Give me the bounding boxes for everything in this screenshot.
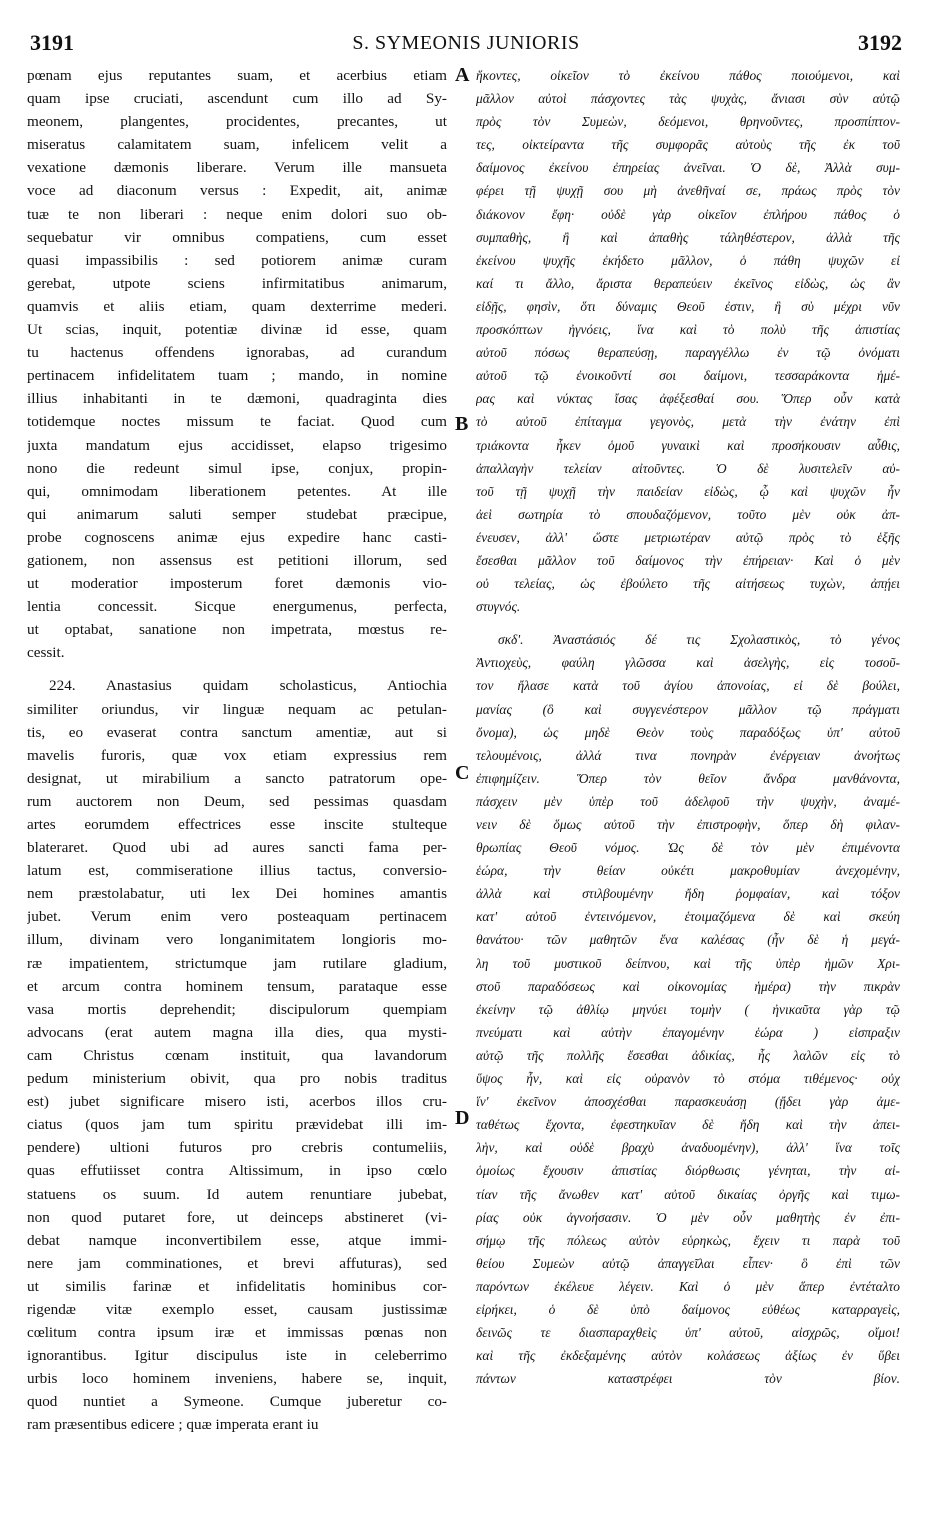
text-line: nere jam comminationes, et brevi affuturas), sed bbox=[27, 1254, 447, 1272]
text-line: sequebatur vir omnibus compatiens, cum esset bbox=[27, 228, 447, 246]
text-line: τριάκοντα ἧκεν ὁμοῦ γυναικὶ καὶ προσήκουσιν αὖθις, bbox=[476, 437, 900, 453]
text-line: θείου Συμεὼν αὐτῷ ἀπαγγεῖλαι εἶπεν· ὃ ἐπὶ τῶν bbox=[476, 1255, 900, 1271]
text-line: gationem, non assensus est petitioni illorum, sed bbox=[27, 551, 447, 569]
text-line: ut similis farinæ et infidelitatis hominibus cor- bbox=[27, 1277, 447, 1295]
text-line: καί τι ἄλλο, ἄριστα θεραπεύειν ἐκεῖνος εἰδὼς, ὡς ἂν bbox=[476, 275, 900, 291]
text-line: τελουμένοις, ἀλλά τινα πονηρὰν ἐνέργειαν ἀνοήτως bbox=[476, 747, 900, 763]
text-line: οὐ τελείας, ὡς ἐβούλετο τῆς αἰτήσεως τυχὼν, ἀπῄει bbox=[476, 576, 900, 592]
section-marker-b: B bbox=[455, 413, 469, 435]
text-line: ciatus (quos jam tum spiritu prævidebat illi im- bbox=[27, 1116, 447, 1134]
text-line: statuens os suum. Id autem renuntiare jubebat, bbox=[27, 1185, 447, 1203]
page-number-left: 3191 bbox=[30, 30, 74, 55]
greek-column bbox=[476, 64, 900, 1390]
text-line: ἐπιφημίζειν. Ὅπερ τὸν θεῖον ἄνδρα μανθάνοντα, bbox=[476, 770, 900, 786]
text-line: quas effutiisset contra Altissimum, in ipso cœlo bbox=[27, 1162, 447, 1180]
text-line: ἐκείνην τῷ ἀθλίῳ μηνύει τομὴν ( ἠνικαῦτα γὰρ τῷ bbox=[476, 1001, 900, 1017]
text-line: nem præstolabatur, uti lex Dei homines amantis bbox=[27, 885, 447, 903]
running-title: S. SYMEONIS JUNIORIS bbox=[352, 32, 580, 54]
text-line: urbis loco hominem inveniens, habere se, inquit, bbox=[27, 1370, 447, 1388]
text-line: αὐτοῦ πόσως θεραπεύσῃ, παραγγέλλω ἐν τῷ ὀνόματι bbox=[476, 345, 900, 361]
text-line: 224. Anastasius quidam scholasticus, Antiochia bbox=[49, 677, 447, 695]
text-line: δαίμονος ἐκείνου ἐπηρείας ἀνεῖναι. Ὁ δὲ, Ἀλλὰ συμ- bbox=[476, 160, 900, 176]
page-header bbox=[30, 30, 902, 60]
text-line: πνεύματι καὶ αὐτὴν ἐπαγομένην ἑώρα ) εἰσπραξιν bbox=[476, 1024, 900, 1040]
text-line: ut moderatior imposterum foret dæmonis vio- bbox=[27, 575, 447, 593]
text-line: τίαν τῆς ἄνωθεν κατ' αὐτοῦ δικαίας ὀργῆς καὶ τιμω- bbox=[476, 1186, 900, 1202]
text-line: Ut scias, inquit, potentiæ divinæ id esse, quam bbox=[27, 321, 447, 339]
text-line: αὐτῷ τῆς πολλῆς ἔσεσθαι ἀδικίας, ἧς λαλῶν εἰς τὸ bbox=[476, 1047, 900, 1063]
text-line: τὸ αὐτοῦ ἐπίταγμα γεγονὸς, μετὰ τὴν ἐνάτην ἐπὶ bbox=[476, 414, 900, 430]
text-line: λη τοῦ μυστικοῦ δείπνου, καὶ τῆς ὑπὲρ ἡμῶν Χρι- bbox=[476, 955, 900, 971]
text-line: ὄνομα), ὡς μηδὲ Θεὸν τοὺς παραδόξως ὑπ' αὐτοῦ bbox=[476, 724, 900, 740]
text-line: λὴν, καὶ οὐδὲ βραχὺ ἀναδυομένην), ἀλλ' ἵνα τοῖς bbox=[476, 1140, 900, 1156]
text-line: αὐτοῦ τῷ ἐνοικοῦντί σοι δαίμονι, τεσσαράκοντα ἡμέ- bbox=[476, 368, 900, 384]
text-line: τοῦ τῇ ψυχῇ τὴν παιδείαν εἰδὼς, ᾧ καὶ ψυχῶν ἦν bbox=[476, 483, 900, 499]
text-line: συμπαθὴς, ἢ καὶ ἀπαθὴς τάληθέστερον, ἀλλὰ τῆς bbox=[476, 229, 900, 245]
text-line: παρόντων ἐκέλευε λέγειν. Καὶ ὁ μὲν ἅπερ ἐντέταλτο bbox=[476, 1278, 900, 1294]
text-line: pertinacem infidelitatem tuam ; mando, in nomine bbox=[27, 367, 447, 385]
text-line: δεινῶς τε διασπαραχθεὶς ὑπ' αὐτοῦ, αἰσχρῶς, οἴμοι! bbox=[476, 1325, 900, 1341]
text-line: qui animarum saluti semper studebat præcipue, bbox=[27, 505, 447, 523]
text-line: ἀεὶ σωτηρία τὸ σπουδαζόμενον, τοῦτο μὲν οὐκ ἀπ- bbox=[476, 506, 900, 522]
text-line: quam ipse cruciati, ascendunt cum illo ad Sy- bbox=[27, 90, 447, 108]
text-line: πάσχειν μὲν ὑπὲρ τοῦ ἀδελφοῦ τὴν ψυχὴν, ἀναμέ- bbox=[476, 793, 900, 809]
text-line: pedum ministerium obivit, qua pro nobis traditus bbox=[27, 1070, 447, 1088]
text-line: gerebat, utpote sciens infirmitatibus animarum, bbox=[27, 274, 447, 292]
text-line: σήμῳ τῆς πόλεως αὐτὸν εὑρηκὼς, ἔχειν τι παρὰ τοῦ bbox=[476, 1232, 900, 1248]
text-line: ρας καὶ νύκτας ἴσας ἀφέξεσθαί σου. Ὅπερ οὖν κατὰ bbox=[476, 391, 900, 407]
text-line: tu hactenus offendens ignorabas, ad curandum bbox=[27, 344, 447, 362]
text-line: τες, οἰκτείραντα τῆς συμφορᾶς αὐτοὺς τῆς ἐκ τοῦ bbox=[476, 137, 900, 153]
page-number-right: 3192 bbox=[858, 30, 902, 55]
text-line: vasa mortis deprehendit; discipulorum quempiam bbox=[27, 1000, 447, 1018]
text-line: debat namque inconvertibilem esse, atque immi- bbox=[27, 1231, 447, 1249]
text-line: quod nuntiet a Symeone. Cumque juberetur co- bbox=[27, 1393, 447, 1411]
text-line: mavelis furoris, quæ vox etiam expressius rem bbox=[27, 746, 447, 764]
text-line: τον ἤλασε κατὰ τοῦ ἁγίου ἀπονοίας, εἰ δὲ βούλει, bbox=[476, 678, 900, 694]
text-line: designat, ut mirabilium a sancto patratorum ope- bbox=[27, 769, 447, 787]
text-line: ἀλλὰ καὶ στιλβουμένην ἤδη ῥομφαίαν, καὶ τόξον bbox=[476, 886, 900, 902]
text-line: πάντων καταστρέφει τὸν βίον. bbox=[476, 1371, 900, 1387]
text-line: ignorantibus. Igitur discipulus iste in celeberrimo bbox=[27, 1347, 447, 1365]
text-line: θρωπίας Θεοῦ νόμος. Ὡς δὲ τὸν μὲν ἐπιμένοντα bbox=[476, 840, 900, 856]
text-line: Ἀντιοχεὺς, φαύλη γλῶσσα καὶ ἀσελγὴς, εἰς τοσοῦ- bbox=[476, 655, 900, 671]
text-line: θανάτου· τῶν μαθητῶν ἕνα καλέσας (ἦν δὲ ἡ μεγά- bbox=[476, 932, 900, 948]
text-line: ἔσεσθαι μᾶλλον τοῦ δαίμονος τὴν ἐπήρειαν· Καὶ ὁ μὲν bbox=[476, 552, 900, 568]
text-line: est) jubet significare misero isti, acerbos illos cru- bbox=[27, 1093, 447, 1111]
text-line: illum, divinam vero longanimitatem longioris mo- bbox=[27, 931, 447, 949]
text-line: ένευσεν, ἀλλ' ὥστε μετριωτέραν αὐτῷ πρὸς τὸ ἑξῆς bbox=[476, 529, 900, 545]
text-line: miseratus calamitatem suam, infelicem velit a bbox=[27, 136, 447, 154]
text-line: ἵν' ἐκεῖνον ἀποσχέσθαι παρασκευάσῃ (ᾔδει γὰρ ἀμε- bbox=[476, 1094, 900, 1110]
text-line: ἑώρα, τὴν θείαν οὐκέτι μακροθυμίαν ἀνεχομένην, bbox=[476, 863, 900, 879]
text-line: ἀπαλλαγὴν τελείαν αἰτοῦντες. Ὁ δὲ λυσιτελεῖν αὐ- bbox=[476, 460, 900, 476]
text-line: jubet. Verum enim vero posteaquam pertinacem bbox=[27, 908, 447, 926]
text-line: tis, eo evaserat contra sanctum amentiæ, aut si bbox=[27, 723, 447, 741]
text-line: et arcum contra hominem tensum, parataque esse bbox=[27, 977, 447, 995]
text-line: quamvis et aliis etiam, quam dexterrime mederi. bbox=[27, 297, 447, 315]
text-line: tuæ te non liberari : neque enim dolori suo ob- bbox=[27, 205, 447, 223]
text-line: pendere) ultioni futuros pro crebris contumeliis, bbox=[27, 1139, 447, 1157]
text-line: similiter oriundus, vir linguæ nequam ac petulan- bbox=[27, 700, 447, 718]
text-line: juxta mandatum ejus accidisset, elapso trigesimo bbox=[27, 436, 447, 454]
text-line: latum est, commiseratione illius tactus, conversio- bbox=[27, 862, 447, 880]
text-line: διάκονον ἔφη· οὐδὲ γὰρ οἰκεῖον ἐπλήρου πάθος ὁ bbox=[476, 206, 900, 222]
text-line: στυγνός. bbox=[476, 599, 521, 615]
text-line: qui, omnimodam liberationem petentes. At ille bbox=[27, 482, 447, 500]
text-line: πρὸς τὸν Συμεὼν, δεόμενοι, θρηνοῦντες, προσπίπτον- bbox=[476, 114, 900, 130]
text-line: ram præsentibus edicere ; quæ imperata erant iu bbox=[27, 1416, 319, 1434]
text-line: rum auctorem non Deum, sed pessimas quasdam bbox=[27, 792, 447, 810]
text-line: κατ' αὐτοῦ ἐντεινόμενον, ἑτοιμαζόμενα δὲ καὶ σκεύη bbox=[476, 909, 900, 925]
latin-column bbox=[27, 64, 447, 1437]
text-line: ρίας οὐκ ἀγνοήσασιν. Ὁ μὲν οὖν μαθητὴς ἐν ἐπι- bbox=[476, 1209, 900, 1225]
text-line: σκδ'. Ἀναστάσιός δέ τις Σχολαστικὸς, τὸ γένος bbox=[498, 632, 900, 648]
text-line: totidemque noctes missum te faciat. Quod cum bbox=[27, 413, 447, 431]
text-line: προσκόπτων ἠγνόεις, ἵνα καὶ τὸ πολὺ τῆς ἀπιστίας bbox=[476, 322, 900, 338]
text-line: μᾶλλον αὐτοὶ πάσχοντες τὰς ψυχὰς, ἄνιασι σὺν αὐτῷ bbox=[476, 91, 900, 107]
text-line: νειν δὲ ὅμως αὐτοῦ τὴν ἐπιστροφὴν, ὅπερ δὴ φιλαν- bbox=[476, 817, 900, 832]
text-line: illius inhabitanti in te dæmoni, quadraginta dies bbox=[27, 390, 447, 408]
text-line: meonem, plangentes, procidentes, precantes, ut bbox=[27, 113, 447, 131]
text-line: cessit. bbox=[27, 644, 65, 662]
text-line: nono die redeunt simul ipse, conjux, propin- bbox=[27, 459, 447, 477]
text-line: lentia concessit. Sicque energumenus, perfecta, bbox=[27, 598, 447, 616]
text-line: artes eorumdem effectrices esse inscite stulteque bbox=[27, 816, 447, 833]
text-line: advocans (erat autem magna illa dies, qua mysti- bbox=[27, 1023, 447, 1041]
section-marker-a: A bbox=[455, 64, 470, 86]
text-line: καὶ τῆς ἐκδεξαμένης αὐτὸν κολάσεως ἀξίως ἐν ὕβει bbox=[476, 1348, 900, 1364]
text-line: στοῦ παραδόσεως καὶ οἰκονομίας ἡμέρα) τὴν πικρὰν bbox=[476, 978, 900, 994]
section-marker-d: D bbox=[455, 1107, 470, 1129]
section-marker-c: C bbox=[455, 762, 470, 784]
text-line: non quod putaret fore, ut deinceps abstineret (vi- bbox=[27, 1208, 447, 1226]
text-line: blateraret. Quod ubi ad aures sancti fama per- bbox=[27, 839, 447, 857]
text-line: ὕψος ἦν, καὶ εἰς οὐρανὸν τὸ στόμα τιθέμενος· οὐχ bbox=[476, 1071, 900, 1087]
text-line: vexatione dæmonis liberare. Verum ille mansueta bbox=[27, 159, 447, 177]
text-line: ταθέτως ἔχοντα, ἐφεστηκυῖαν δὲ ἤδη καὶ τὴν ἀπει- bbox=[476, 1117, 900, 1133]
text-line: voce ad diaconum versus : Expedit, ait, animæ bbox=[27, 182, 447, 200]
text-line: quasi impassibilis : sed potiorem animæ curam bbox=[27, 251, 447, 269]
text-line: rigendæ vitæ exemplo esset, causam justissimæ bbox=[27, 1300, 447, 1318]
text-line: pœnam ejus reputantes suam, et acerbius etiam bbox=[27, 67, 447, 84]
text-line: ἥκοντες, οἰκεῖον τὸ ἐκείνου πάθος ποιούμενοι, καὶ bbox=[476, 68, 900, 83]
text-line: cœlitum contra ipsum iræ et immissas pœnas non bbox=[27, 1324, 447, 1342]
text-line: probe cognoscens animæ ejus expedire hanc casti- bbox=[27, 528, 447, 546]
text-line: εἰδῇς, φησὶν, ὅτι δύναμις Θεοῦ ἐστιν, ἣ σὺ μέχρι νῦν bbox=[476, 298, 900, 314]
text-line: ut optabat, sanatione non impetrata, mœstus re- bbox=[27, 621, 447, 639]
text-line: μανίας (ὃ καὶ συγγενέστερον μᾶλλον τῷ πράγματι bbox=[476, 701, 900, 717]
text-line: cam Christus cœnam instituit, qua lavandorum bbox=[27, 1046, 447, 1064]
text-line: ræ impatientem, strictumque jam rutilare gladium, bbox=[27, 954, 447, 972]
text-line: ἐκείνου ψυχῆς ἐκήδετο μᾶλλον, ὁ πάθη ψυχῶν εἰ bbox=[476, 252, 900, 268]
text-line: ὁμοίως ἔχουσιν ἀπιστίας διόρθωσις γένηται, τὴν αἰ- bbox=[476, 1163, 900, 1179]
text-line: φέρει τῇ ψυχῇ σου μὴ ἀνεθῆναί σε, πράως πρὸς τὸν bbox=[476, 183, 900, 199]
text-line: εἰρήκει, ὁ δὲ ὑπὸ δαίμονος εὐθέως καταρραγεὶς, bbox=[476, 1301, 900, 1317]
